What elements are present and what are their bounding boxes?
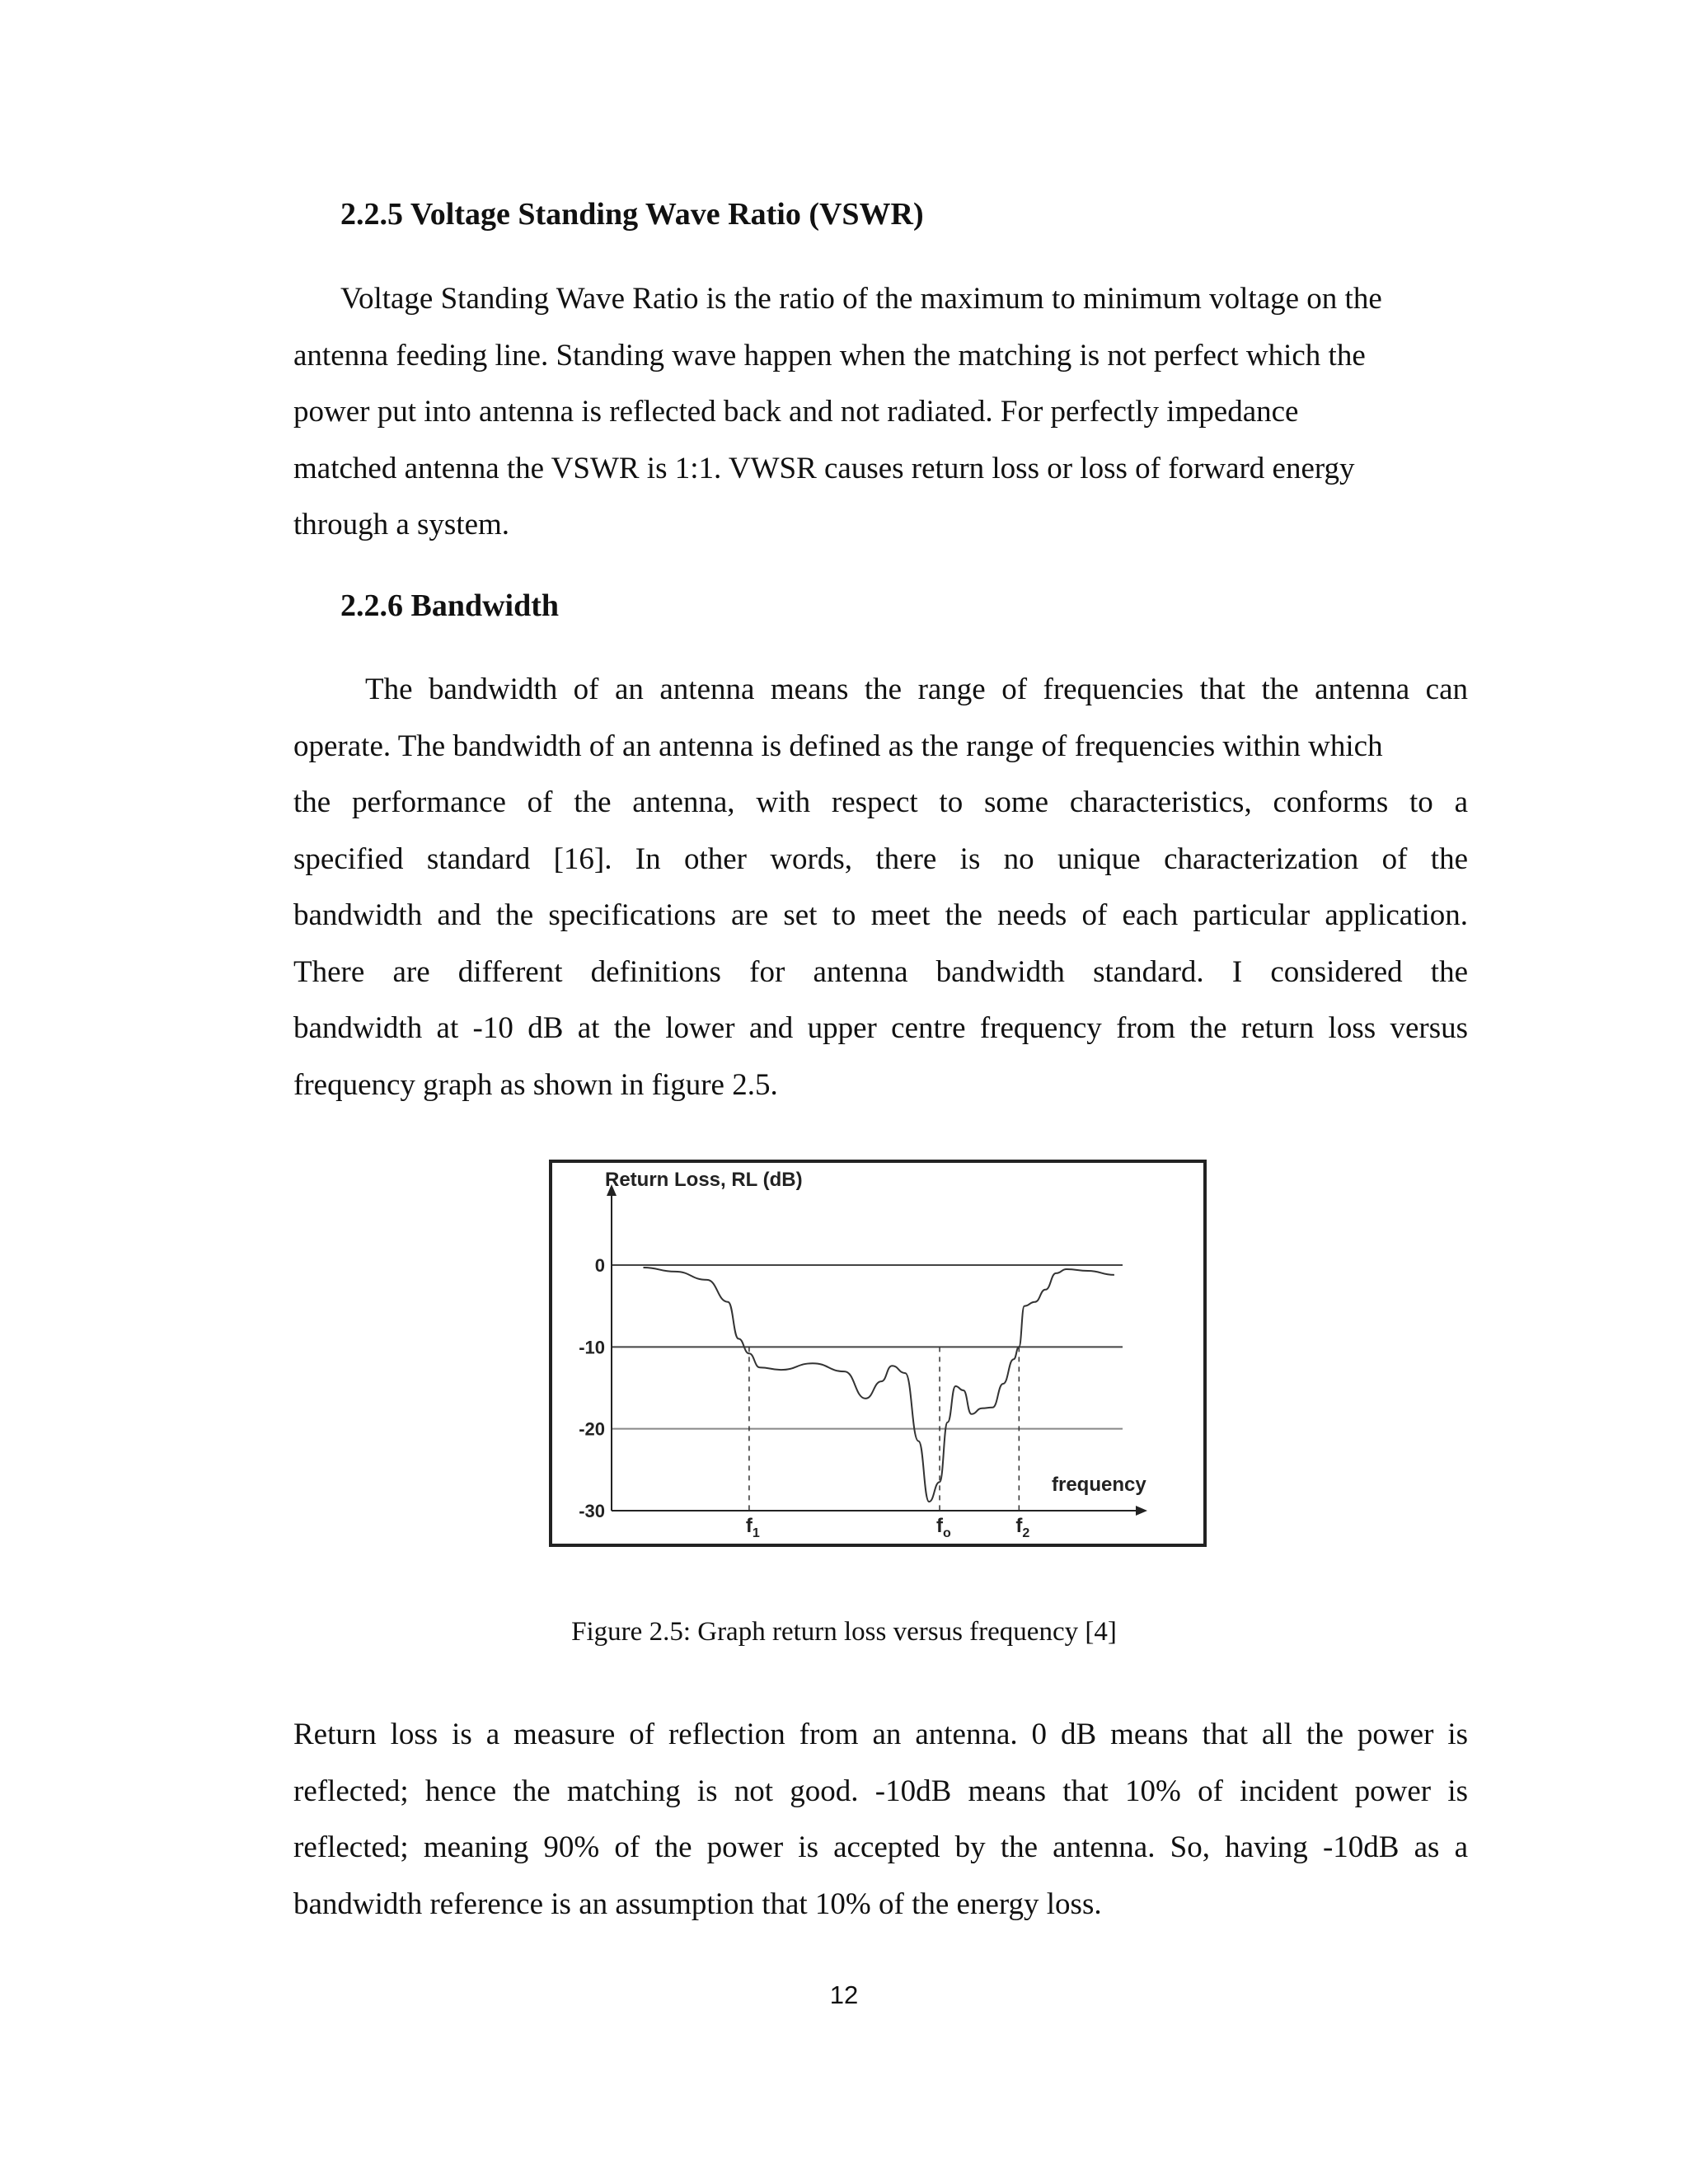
x-marker-letter: f — [1015, 1515, 1023, 1537]
paragraph-line: reflected; meaning 90% of the power is accepted by the antenna. So, having -10dB as a — [293, 1830, 1468, 1864]
figure-return-loss — [549, 1160, 1207, 1547]
paragraph-return-loss — [293, 1707, 1468, 1933]
x-marker-subscript: o — [943, 1526, 951, 1540]
paragraph-line: operate. The bandwidth of an antenna is defined as the range of frequencies within which — [293, 729, 1383, 763]
paragraph-line: through a system. — [293, 508, 510, 541]
section-heading-bandwidth: 2.2.6 Bandwidth — [340, 588, 560, 623]
paragraph-line: Return loss is a measure of reflection from an antenna. 0 dB means that all the power is — [293, 1718, 1468, 1751]
paragraph-bandwidth — [293, 662, 1468, 1113]
x-marker-subscript: 2 — [1022, 1526, 1030, 1540]
figure-caption: Figure 2.5: Graph return loss versus frequency [4] — [571, 1617, 1117, 1647]
paragraph-line: bandwidth at -10 dB at the lower and upper centre frequency from the return loss versus — [293, 1011, 1468, 1045]
paragraph-line: bandwidth and the specifications are set to meet the needs of each particular application. — [293, 898, 1468, 932]
paragraph-line: antenna feeding line. Standing wave happen when the matching is not perfect which the — [293, 338, 1366, 373]
y-tick-label: -10 — [579, 1337, 605, 1358]
paragraph-line: the performance of the antenna, with respect to some characteristics, conforms to a — [293, 785, 1468, 819]
y-axis-label: Return Loss, RL (dB) — [605, 1169, 803, 1191]
page-number: 12 — [829, 1980, 859, 2009]
paragraph-line: reflected; hence the matching is not good. -10dB means that 10% of incident power is — [293, 1774, 1468, 1808]
x-marker-subscript: 1 — [752, 1526, 760, 1540]
return-loss-chart — [549, 1160, 1207, 1547]
paragraph-line: frequency graph as shown in figure 2.5. — [293, 1067, 778, 1102]
section-heading-vswr: 2.2.5 Voltage Standing Wave Ratio (VSWR) — [340, 197, 924, 232]
paragraph-line: Voltage Standing Wave Ratio is the ratio of the maximum to minimum voltage on the — [340, 282, 1382, 316]
x-marker-letter: f — [745, 1515, 753, 1537]
paragraph-line: bandwidth reference is an assumption that 10% of the energy loss. — [293, 1886, 1102, 1921]
y-tick-label: -20 — [579, 1418, 605, 1440]
y-tick-label: 0 — [594, 1255, 605, 1276]
paragraph-line: specified standard [16]. In other words, there is no unique characterization of the — [293, 841, 1468, 876]
x-marker-letter: f — [936, 1515, 944, 1537]
paragraph-line: power put into antenna is reflected back and not radiated. For perfectly impedance — [293, 395, 1299, 429]
paragraph-vswr — [293, 271, 1468, 554]
paragraph-line: matched antenna the VSWR is 1:1. VWSR causes return loss or loss of forward energy — [293, 451, 1355, 485]
y-tick-label: -30 — [579, 1501, 605, 1521]
x-axis-label: frequency — [1052, 1474, 1146, 1496]
paragraph-line: There are different definitions for antenna bandwidth standard. I considered the — [293, 954, 1468, 989]
paragraph-line: The bandwidth of an antenna means the range of frequencies that the antenna can — [365, 673, 1468, 706]
